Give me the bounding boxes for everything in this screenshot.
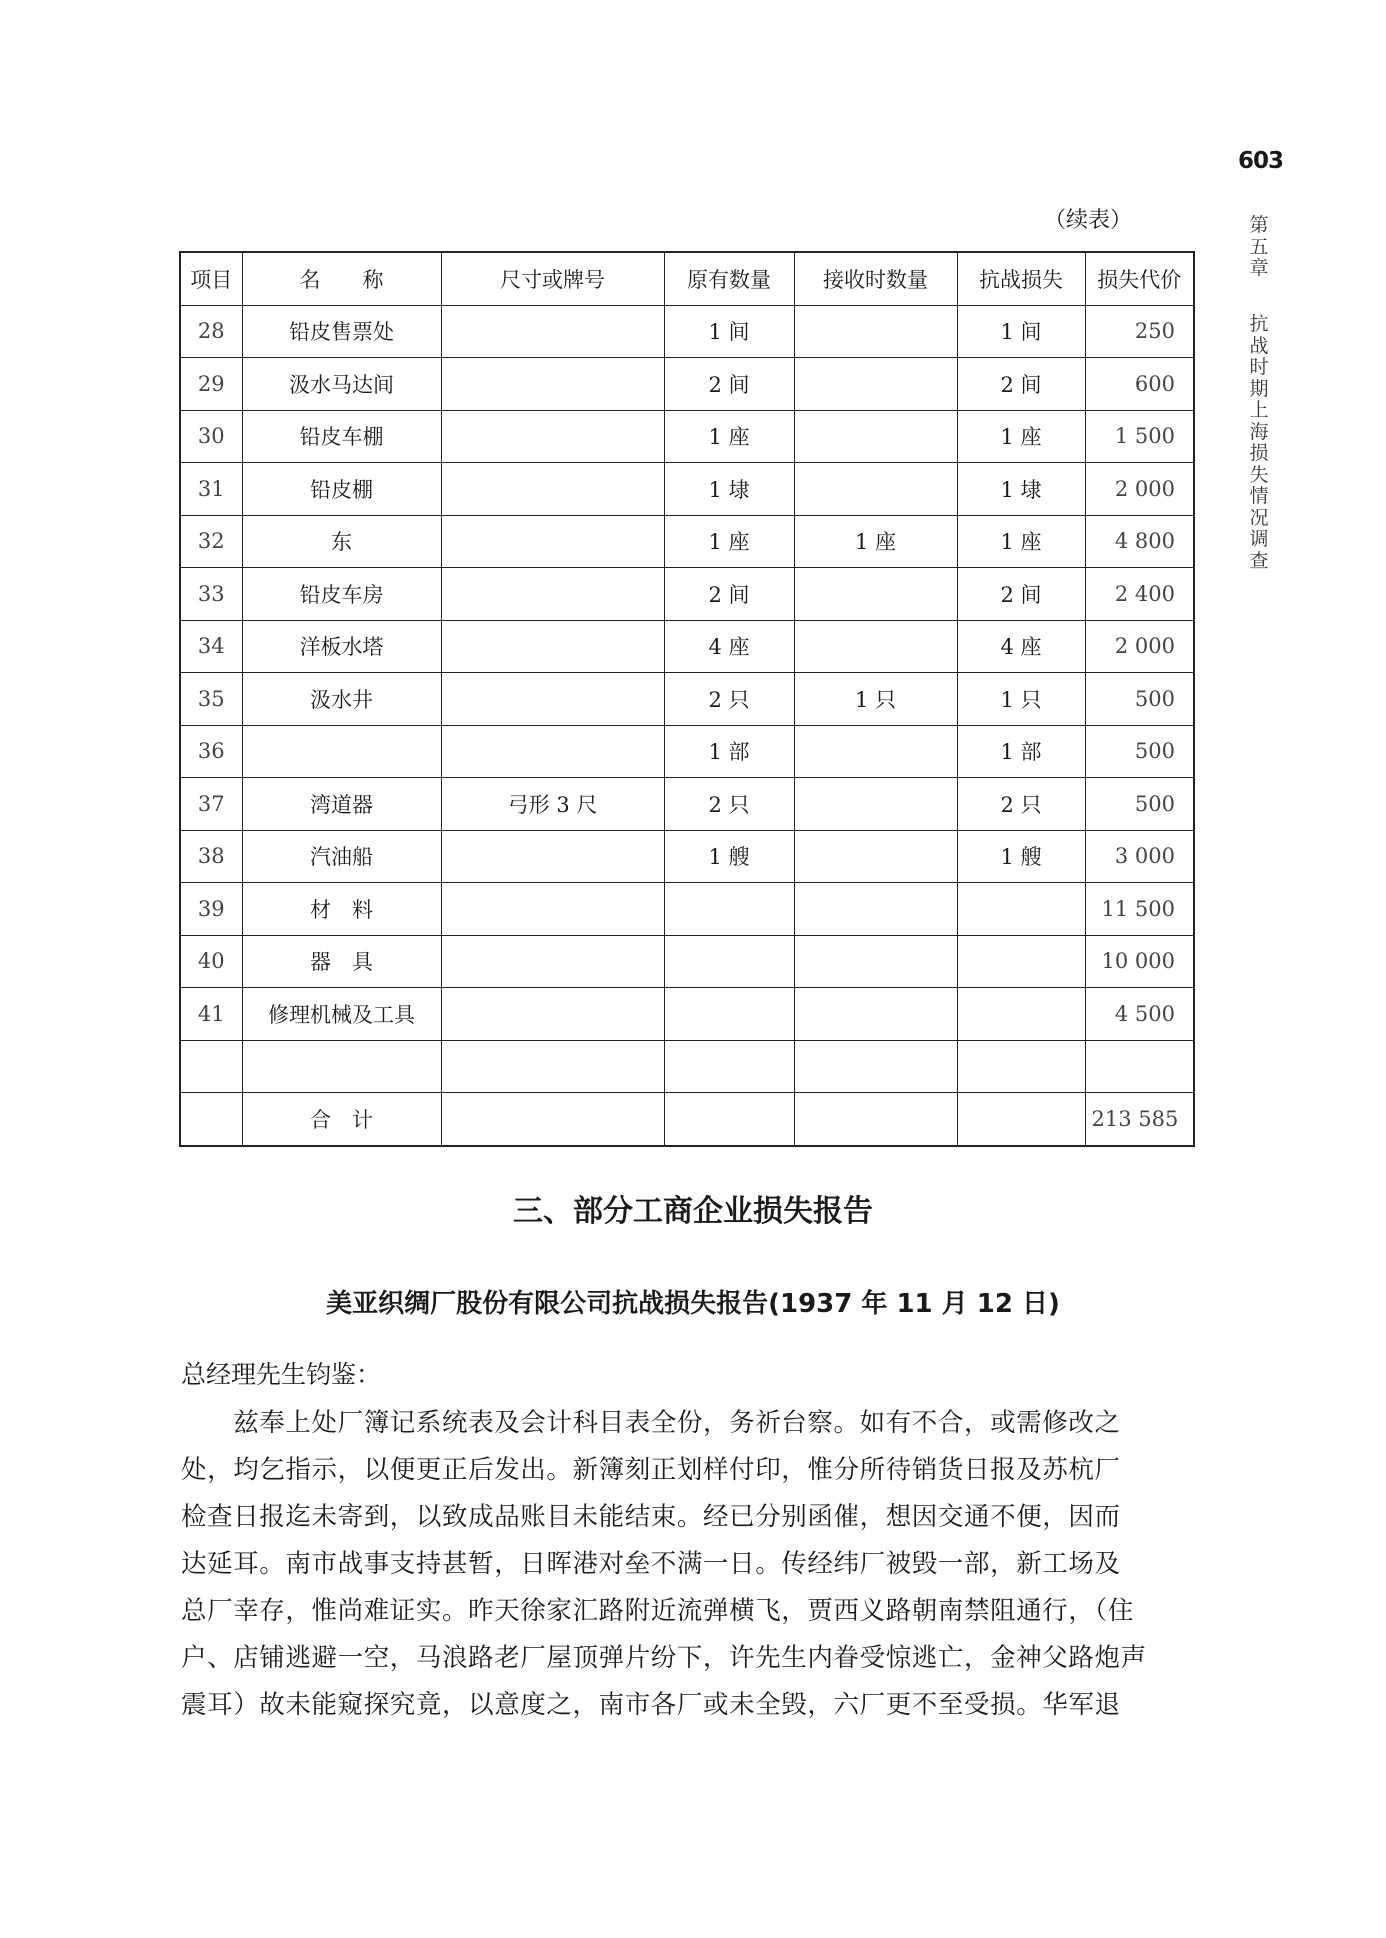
table-row (180, 988, 1194, 1041)
cell-original-qty (664, 1040, 794, 1093)
table-header-row (180, 252, 1194, 305)
cell-received-qty (794, 988, 957, 1041)
cell-war-loss (957, 1093, 1085, 1146)
loss-table (179, 251, 1195, 1147)
cell-size-or-brand (441, 620, 664, 673)
table-row (180, 568, 1194, 621)
cell-loss-value: 4 800 (1085, 515, 1194, 568)
cell-loss-value: 2 400 (1085, 568, 1194, 621)
cell-loss-value: 500 (1085, 673, 1194, 726)
cell-item-no: 35 (180, 673, 242, 726)
cell-size-or-brand (441, 673, 664, 726)
table-total-row (180, 1093, 1194, 1146)
cell-size-or-brand (441, 305, 664, 358)
cell-loss-value: 500 (1085, 725, 1194, 778)
cell-loss-value: 11 500 (1085, 883, 1194, 936)
body-line: 兹奉上处厂簿记系统表及会计科目表全份，务祈台察。如有不合，或需修改之 (181, 1408, 1121, 1438)
cell-received-qty (794, 358, 957, 411)
table-row (180, 463, 1194, 516)
cell-war-loss: 4 座 (957, 620, 1085, 673)
cell-war-loss (957, 883, 1085, 936)
cell-item-no: 28 (180, 305, 242, 358)
header-received-qty: 接收时数量 (794, 252, 957, 305)
cell-item-no: 39 (180, 883, 242, 936)
body-line: 达延耳。南市战事支持甚暂，日晖港对垒不满一日。传经纬厂被毁一部，新工场及 (181, 1549, 1121, 1579)
cell-size-or-brand (441, 988, 664, 1041)
cell-size-or-brand (441, 358, 664, 411)
continued-table-label: （续表） (1044, 208, 1133, 233)
cell-original-qty: 1 埭 (664, 463, 794, 516)
cell-size-or-brand (441, 410, 664, 463)
cell-original-qty: 2 只 (664, 778, 794, 831)
cell-war-loss: 2 间 (957, 568, 1085, 621)
cell-war-loss: 2 只 (957, 778, 1085, 831)
cell-name: 铅皮售票处 (242, 305, 441, 358)
cell-war-loss: 1 座 (957, 515, 1085, 568)
cell-item-no: 32 (180, 515, 242, 568)
cell-size-or-brand: 弓形 3 尺 (441, 778, 664, 831)
cell-received-qty (794, 305, 957, 358)
running-header-chapter: 第五章 (1249, 214, 1269, 279)
cell-loss-value: 1 500 (1085, 410, 1194, 463)
body-line: 户、店铺逃避一空，马浪路老厂屋顶弹片纷下，许先生内眷受惊逃亡，金神父路炮声 (181, 1643, 1147, 1673)
cell-item-no: 31 (180, 463, 242, 516)
loss-table-body (180, 252, 1194, 1146)
cell-loss-value: 2 000 (1085, 620, 1194, 673)
cell-war-loss: 1 只 (957, 673, 1085, 726)
cell-loss-value: 3 000 (1085, 830, 1194, 883)
cell-received-qty (794, 1040, 957, 1093)
cell-name: 洋板水塔 (242, 620, 441, 673)
cell-loss-value: 500 (1085, 778, 1194, 831)
cell-original-qty: 2 间 (664, 568, 794, 621)
cell-name: 铅皮车房 (242, 568, 441, 621)
header-war-loss: 抗战损失 (957, 252, 1085, 305)
salutation: 总经理先生钧鉴： (181, 1360, 382, 1389)
cell-war-loss (957, 988, 1085, 1041)
cell-received-qty: 1 只 (794, 673, 957, 726)
cell-item-no: 41 (180, 988, 242, 1041)
cell-received-qty: 1 座 (794, 515, 957, 568)
cell-war-loss: 1 间 (957, 305, 1085, 358)
cell-name: 修理机械及工具 (242, 988, 441, 1041)
cell-original-qty: 1 座 (664, 410, 794, 463)
table-row (180, 1040, 1194, 1093)
cell-loss-value (1085, 1040, 1194, 1093)
table-row (180, 620, 1194, 673)
cell-received-qty (794, 725, 957, 778)
total-value: 213 585 (1085, 1093, 1194, 1146)
report-body (181, 1400, 1193, 1729)
cell-received-qty (794, 1093, 957, 1146)
table-row (180, 935, 1194, 988)
table-row (180, 305, 1194, 358)
cell-original-qty: 1 间 (664, 305, 794, 358)
cell-name: 器 具 (242, 935, 441, 988)
cell-received-qty (794, 935, 957, 988)
cell-original-qty (664, 883, 794, 936)
cell-name: 材 料 (242, 883, 441, 936)
table-row (180, 778, 1194, 831)
cell-original-qty: 1 艘 (664, 830, 794, 883)
cell-name: 铅皮车棚 (242, 410, 441, 463)
cell-name (242, 1040, 441, 1093)
header-loss-value: 损失代价 (1085, 252, 1194, 305)
cell-item-no: 34 (180, 620, 242, 673)
cell-loss-value: 2 000 (1085, 463, 1194, 516)
cell-original-qty: 1 座 (664, 515, 794, 568)
cell-item-no (180, 1093, 242, 1146)
cell-original-qty: 2 间 (664, 358, 794, 411)
section-heading: 三、部分工商企业损失报告 (513, 1194, 873, 1229)
body-line: 总厂幸存，惟尚难证实。昨天徐家汇路附近流弹横飞，贾西义路朝南禁阻通行，（住 (181, 1596, 1134, 1626)
header-item-no: 项目 (180, 252, 242, 305)
table-row (180, 410, 1194, 463)
cell-war-loss (957, 935, 1085, 988)
cell-size-or-brand (441, 883, 664, 936)
header-name: 名 称 (242, 252, 441, 305)
table-row (180, 830, 1194, 883)
page-number: 603 (1238, 148, 1284, 174)
cell-item-no: 33 (180, 568, 242, 621)
cell-received-qty (794, 463, 957, 516)
body-line: 处，均乞指示，以便更正后发出。新簿刻正划样付印，惟分所待销货日报及苏杭厂 (181, 1455, 1121, 1485)
cell-received-qty (794, 883, 957, 936)
running-header-title: 抗战时期上海损失情况调查 (1249, 313, 1269, 572)
cell-received-qty (794, 620, 957, 673)
cell-item-no: 38 (180, 830, 242, 883)
cell-war-loss: 1 埭 (957, 463, 1085, 516)
total-label: 合 计 (242, 1093, 441, 1146)
cell-original-qty (664, 988, 794, 1041)
cell-loss-value: 10 000 (1085, 935, 1194, 988)
cell-original-qty: 1 部 (664, 725, 794, 778)
cell-received-qty (794, 568, 957, 621)
cell-war-loss: 1 座 (957, 410, 1085, 463)
cell-size-or-brand (441, 515, 664, 568)
cell-loss-value: 250 (1085, 305, 1194, 358)
cell-item-no: 29 (180, 358, 242, 411)
header-original-qty: 原有数量 (664, 252, 794, 305)
cell-war-loss: 1 部 (957, 725, 1085, 778)
report-title: 美亚织绸厂股份有限公司抗战损失报告(1937 年 11 月 12 日) (326, 1289, 1060, 1319)
cell-loss-value: 4 500 (1085, 988, 1194, 1041)
cell-name: 汲水马达间 (242, 358, 441, 411)
table-row (180, 358, 1194, 411)
cell-received-qty (794, 778, 957, 831)
body-line: 检查日报迄未寄到，以致成品账目未能结束。经已分别函催，想因交通不便，因而 (181, 1502, 1121, 1532)
cell-original-qty (664, 935, 794, 988)
cell-received-qty (794, 830, 957, 883)
cell-item-no: 37 (180, 778, 242, 831)
cell-size-or-brand (441, 830, 664, 883)
cell-size-or-brand (441, 935, 664, 988)
cell-item-no: 36 (180, 725, 242, 778)
table-row (180, 515, 1194, 568)
cell-name: 汽油船 (242, 830, 441, 883)
cell-war-loss: 2 间 (957, 358, 1085, 411)
cell-name (242, 725, 441, 778)
cell-name: 湾道器 (242, 778, 441, 831)
cell-received-qty (794, 410, 957, 463)
cell-item-no: 30 (180, 410, 242, 463)
cell-name: 铅皮棚 (242, 463, 441, 516)
cell-loss-value: 600 (1085, 358, 1194, 411)
cell-original-qty: 2 只 (664, 673, 794, 726)
cell-name: 东 (242, 515, 441, 568)
table-row (180, 883, 1194, 936)
cell-size-or-brand (441, 1093, 664, 1146)
cell-size-or-brand (441, 725, 664, 778)
cell-original-qty: 4 座 (664, 620, 794, 673)
cell-original-qty (664, 1093, 794, 1146)
cell-item-no (180, 1040, 242, 1093)
cell-war-loss: 1 艘 (957, 830, 1085, 883)
cell-war-loss (957, 1040, 1085, 1093)
body-line: 震耳）故未能窥探究竟，以意度之，南市各厂或未全毁，六厂更不至受损。华军退 (181, 1690, 1121, 1720)
cell-size-or-brand (441, 1040, 664, 1093)
cell-item-no: 40 (180, 935, 242, 988)
cell-name: 汲水井 (242, 673, 441, 726)
header-size-or-brand: 尺寸或牌号 (441, 252, 664, 305)
cell-size-or-brand (441, 463, 664, 516)
cell-size-or-brand (441, 568, 664, 621)
table-row (180, 725, 1194, 778)
table-row (180, 673, 1194, 726)
